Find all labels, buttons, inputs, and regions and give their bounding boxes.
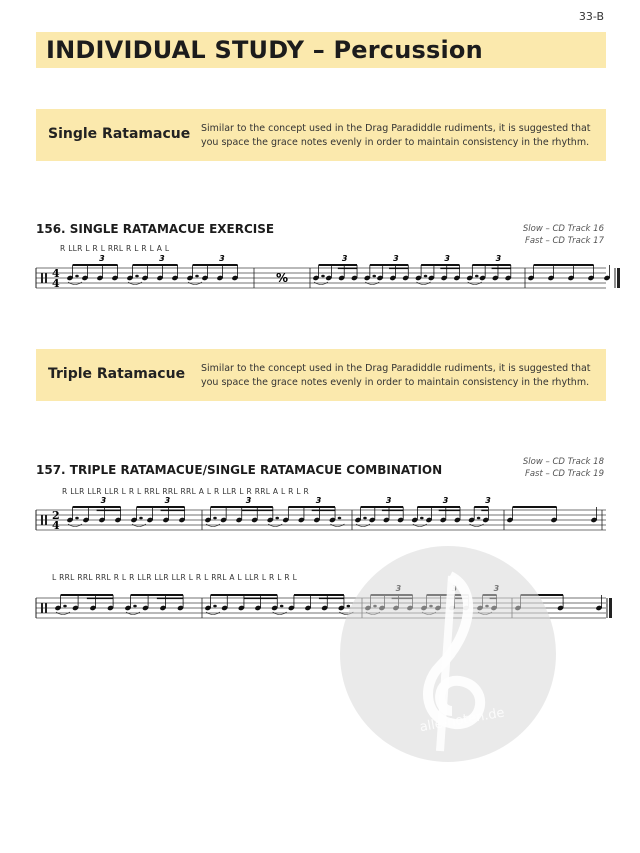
beam: [211, 594, 278, 596]
tuplet-number: 3: [444, 254, 450, 263]
rudiment-name: Triple Ratamacue: [48, 366, 186, 382]
tuplet-number: 3: [485, 496, 491, 505]
beam: [137, 506, 185, 508]
beam: [61, 594, 114, 596]
beam: [319, 264, 357, 266]
time-signature-top: 4: [52, 267, 60, 280]
beam: [389, 268, 408, 270]
track-slow: Slow – CD Track 18: [522, 457, 604, 467]
grace-note: [338, 517, 342, 520]
beam: [97, 510, 121, 512]
beam: [133, 264, 178, 266]
beam: [157, 598, 183, 600]
grace-note: [133, 605, 137, 608]
beam: [439, 510, 460, 512]
grace-note: [280, 605, 284, 608]
grace-note: [275, 517, 279, 520]
beam: [417, 506, 460, 508]
beam: [440, 268, 459, 270]
rudiment-description: Similar to the concept used in the Drag Paradiddle rudiments, it is suggested that you space the grace notes evenly in order to maintain consistency in the rhythm.: [201, 363, 591, 388]
time-signature-top: 2: [52, 509, 60, 522]
final-barline: [617, 268, 620, 288]
beam: [481, 510, 488, 512]
grace-note: [372, 275, 376, 278]
beam: [361, 506, 404, 508]
grace-note: [63, 605, 67, 608]
tuplet-number: 3: [495, 254, 502, 263]
grace-note: [75, 275, 79, 278]
sticking-line: R LLR L R L RRL R L R L A L: [60, 244, 170, 253]
track-fast: Fast – CD Track 19: [524, 469, 604, 479]
music-staff: [36, 254, 606, 308]
beam: [193, 264, 238, 266]
beam: [421, 264, 459, 266]
beam: [161, 510, 185, 512]
tuplet-number: 3: [315, 496, 322, 505]
tuplet-number: 3: [393, 254, 399, 263]
percussion-clef: [41, 603, 43, 613]
cd-track-info: [523, 223, 604, 247]
grace-note: [420, 517, 424, 520]
info-box-triple-ratamacue: [36, 349, 606, 401]
rudiment-description: Similar to the concept used in the Drag Paradiddle rudiments, it is suggested that you space the grace notes evenly in order to maintain consistency in the rhythm.: [201, 123, 591, 148]
beam: [338, 268, 357, 270]
beam: [513, 506, 557, 508]
tuplet-number: 3: [245, 496, 252, 505]
grace-note: [475, 275, 479, 278]
beam: [242, 510, 273, 512]
exercise-title: 157. TRIPLE RATAMACUE/SINGLE RATAMACUE COMBINATION: [36, 463, 443, 477]
grace-note: [213, 517, 217, 520]
watermark-logo: [340, 546, 560, 766]
sticking-line: L RRL RRL RRL R L R LLR LLR LLR L R L RRL A L LLR L R L R L: [52, 573, 298, 582]
tuplet-number: 3: [341, 254, 348, 263]
time-signature-bottom: 4: [52, 277, 60, 290]
cd-track-info: [523, 456, 604, 480]
time-signature-bottom: 4: [52, 519, 60, 532]
sticking-line: R LLR LLR LLR L R L RRL RRL RRL A L R LLR L R RRL A L R L R: [62, 487, 310, 496]
beam: [73, 506, 121, 508]
percussion-clef: [41, 273, 43, 283]
beam: [131, 594, 184, 596]
final-barline: [609, 598, 612, 618]
grace-note: [75, 517, 79, 520]
grace-note: [135, 275, 139, 278]
grace-note: [195, 275, 199, 278]
beam: [211, 506, 273, 508]
track-slow: Slow – CD Track 16: [522, 224, 604, 234]
percussion-clef: [45, 603, 47, 613]
grace-note: [213, 605, 217, 608]
track-fast: Fast – CD Track 17: [524, 236, 604, 246]
tuplet-number: 3: [219, 254, 225, 263]
beam: [492, 268, 511, 270]
title-bar: [36, 32, 606, 68]
beam: [288, 506, 335, 508]
music-staff: [36, 496, 606, 550]
percussion-clef: [45, 273, 47, 283]
info-box-single-ratamacue: [36, 109, 606, 161]
beam: [312, 510, 335, 512]
grace-note: [477, 517, 481, 520]
percussion-clef: [41, 515, 43, 525]
beam: [472, 264, 510, 266]
grace-note: [139, 517, 143, 520]
beam: [474, 506, 488, 508]
tuplet-number: 3: [442, 496, 449, 505]
page-number: 33-B: [578, 10, 604, 23]
tuplet-number: 3: [164, 496, 171, 505]
beam: [294, 594, 344, 596]
beam: [87, 598, 113, 600]
measure-repeat-sign: %: [276, 271, 289, 285]
beam: [244, 598, 277, 600]
grace-note: [363, 517, 367, 520]
tuplet-number: 3: [100, 496, 107, 505]
beam: [73, 264, 118, 266]
beam: [382, 510, 403, 512]
rudiment-name: Single Ratamacue: [48, 126, 191, 142]
grace-note: [321, 275, 325, 278]
beam: [370, 264, 408, 266]
page-title: INDIVIDUAL STUDY – Percussion: [46, 36, 483, 64]
grace-note: [424, 275, 428, 278]
tuplet-number: 3: [385, 496, 392, 505]
tuplet-number: 3: [99, 254, 105, 263]
percussion-clef: [45, 515, 47, 525]
watermark-text: alle-noten.de: [418, 705, 506, 736]
tuplet-number: 3: [159, 254, 165, 263]
beam: [534, 264, 594, 266]
exercise-title: 156. SINGLE RATAMACUE EXERCISE: [36, 222, 275, 236]
